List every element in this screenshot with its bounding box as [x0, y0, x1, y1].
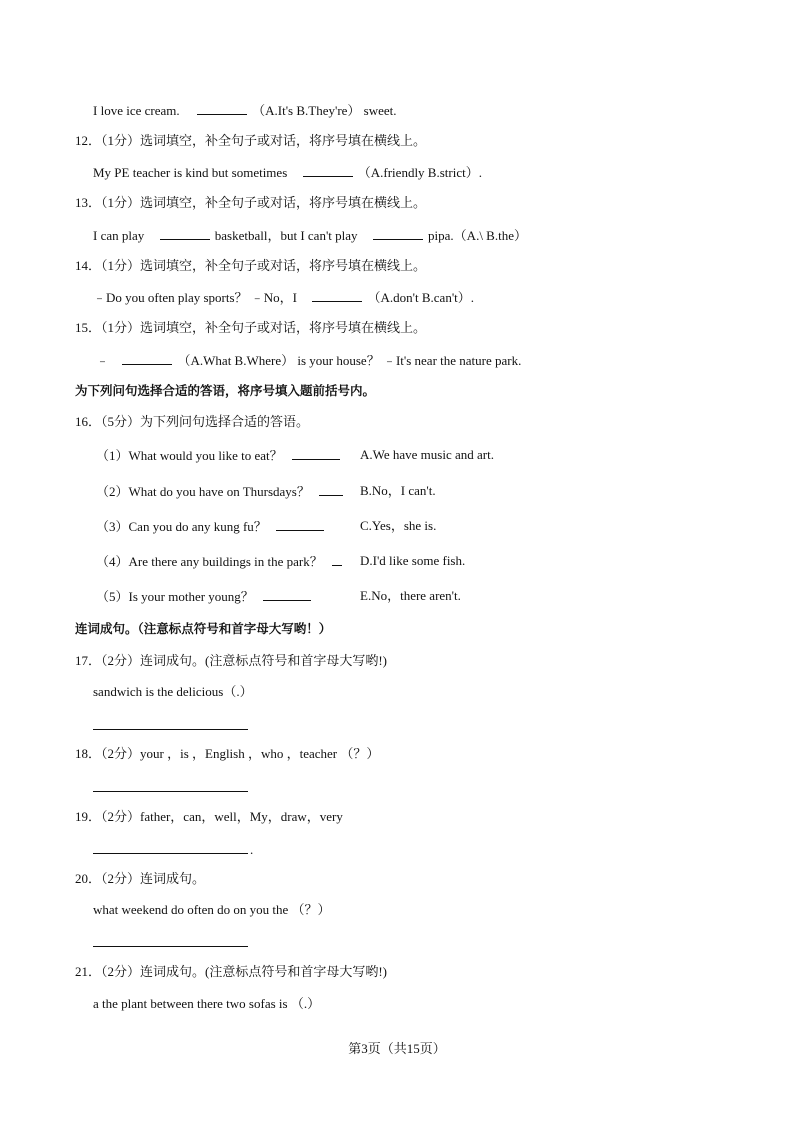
answer-blank-2[interactable] [373, 226, 423, 240]
question-12-sentence [93, 163, 482, 182]
answer-blank[interactable] [197, 101, 247, 115]
question-11-sentence [93, 101, 397, 120]
match-question: （5）Is your mother young？ [96, 589, 254, 604]
match-question: （4）Are there any buildings in the park？ [96, 554, 323, 569]
answer-blank[interactable] [303, 163, 353, 177]
question-19-answer-line[interactable] [93, 853, 248, 854]
question-19-period: . [250, 842, 254, 857]
sentence-prefix: I love ice cream. [93, 103, 180, 118]
sentence-options: （A.It's B.They're） sweet. [252, 103, 397, 118]
sentence-prefix: I can play [93, 228, 145, 243]
match-row-3 [96, 517, 326, 536]
question-16-heading: 16．（5分）为下列问句选择合适的答语。 [75, 414, 310, 429]
question-15-sentence [93, 351, 521, 370]
question-17-answer-line[interactable] [93, 729, 248, 730]
answer-blank[interactable] [263, 587, 311, 601]
question-12-heading: 12．（1分）选词填空，补全句子或对话，将序号填在横线上。 [75, 133, 427, 148]
answer-blank[interactable] [319, 482, 343, 496]
sentence-prefix: ﹣ [96, 353, 110, 368]
match-question: （3）Can you do any kung fu？ [96, 519, 267, 534]
match-row-5 [96, 587, 313, 606]
question-14-sentence [93, 288, 474, 307]
question-20-answer-line[interactable] [93, 946, 248, 947]
sentence-middle: basketball，but I can't play [214, 228, 358, 243]
question-18-answer-line[interactable] [93, 791, 248, 792]
question-21-heading: 21．（2分）连词成句。(注意标点符号和首字母大写哟!) [75, 964, 387, 979]
answer-blank[interactable] [312, 288, 362, 302]
sentence-options: （A.friendly B.strict）. [357, 165, 482, 180]
section-heading-matching: 为下列问句选择合适的答语，将序号填入题前括号内。 [75, 383, 376, 398]
question-18-heading: 18．（2分）your ，is ，English ，who ，teacher （？） [75, 746, 380, 761]
question-14-heading: 14．（1分）选词填空，补全句子或对话，将序号填在横线上。 [75, 258, 427, 273]
match-answer-B: B.No，I can't. [360, 483, 436, 498]
match-row-4 [96, 552, 344, 571]
answer-blank[interactable] [332, 552, 342, 566]
match-question: （2）What do you have on Thursdays？ [96, 484, 310, 499]
page-footer: 第3页（共15页） [348, 1041, 446, 1056]
sentence-options: （A.What B.Where） is your house？ ﹣It's near the nature park. [177, 353, 522, 368]
question-20-words: what weekend do often do on you the （？） [93, 902, 331, 917]
section-heading-word-order: 连词成句。（注意标点符号和首字母大写哟！） [75, 621, 332, 636]
answer-blank[interactable] [122, 351, 172, 365]
question-19-heading: 19．（2分）father，can，well，My，draw，very [75, 809, 343, 824]
match-answer-E: E.No，there aren't. [360, 588, 461, 603]
question-21-words: a the plant between there two sofas is （.） [93, 996, 321, 1011]
answer-blank[interactable] [276, 517, 324, 531]
question-15-heading: 15．（1分）选词填空，补全句子或对话，将序号填在横线上。 [75, 320, 427, 335]
match-row-1 [96, 446, 342, 465]
question-20-heading: 20．（2分）连词成句。 [75, 871, 206, 886]
match-answer-D: D.I'd like some fish. [360, 553, 466, 568]
answer-blank-1[interactable] [160, 226, 210, 240]
match-question: （1）What would you like to eat？ [96, 448, 283, 463]
match-answer-A: A.We have music and art. [360, 447, 494, 462]
question-17-heading: 17．（2分）连词成句。(注意标点符号和首字母大写哟!) [75, 653, 387, 668]
question-13-sentence [93, 226, 527, 245]
sentence-prefix: ﹣Do you often play sports？ ﹣No，I [93, 290, 298, 305]
sentence-prefix: My PE teacher is kind but sometimes [93, 165, 288, 180]
question-17-words: sandwich is the delicious（.） [93, 684, 253, 699]
match-answer-C: C.Yes，she is. [360, 518, 437, 533]
question-13-heading: 13．（1分）选词填空，补全句子或对话，将序号填在横线上。 [75, 195, 427, 210]
match-row-2 [96, 482, 345, 501]
sentence-options: pipa.（A.\ B.the） [428, 228, 527, 243]
sentence-options: （A.don't B.can't）. [367, 290, 475, 305]
answer-blank[interactable] [292, 446, 340, 460]
